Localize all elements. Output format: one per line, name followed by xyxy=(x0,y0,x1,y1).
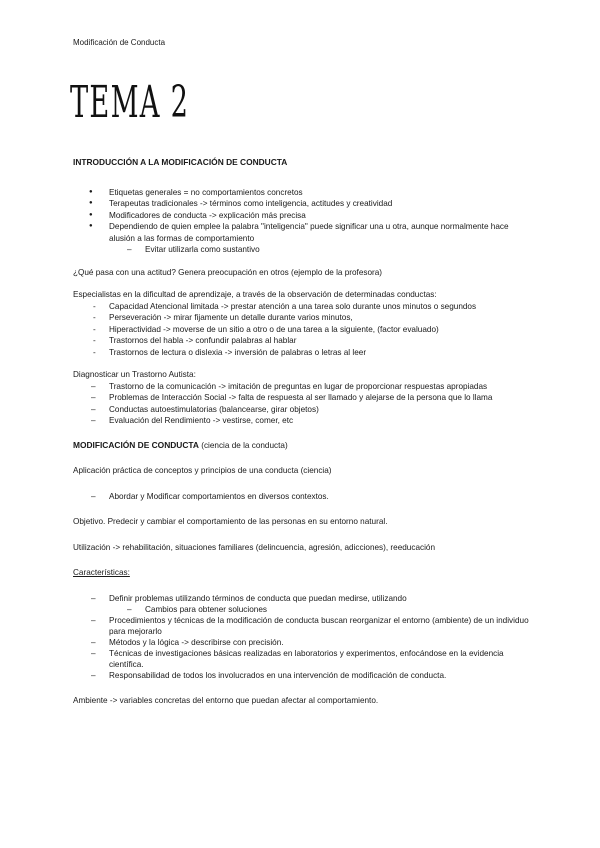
section-heading-modif xyxy=(73,440,533,452)
list-item: – Evitar utilizarla como sustantivo xyxy=(109,244,533,256)
list-item: – Definir problemas utilizando términos de conducta que puedan medirse, utilizando xyxy=(73,593,533,604)
list-item: - Capacidad Atencional limitada -> prestar atención a una tarea solo durante unos minutos o segundos xyxy=(73,301,533,313)
intro-bullet-list xyxy=(73,187,533,245)
list-item: – Evaluación del Rendimiento -> vestirse, comer, etc xyxy=(73,415,533,427)
paragraph-usage: Utilización -> rehabilitación, situaciones familiares (delincuencia, agresión, adicciones), reeducación xyxy=(73,542,436,552)
paragraph-question: ¿Qué pasa con una actitud? Genera preocupación en otros (ejemplo de la profesora) xyxy=(73,267,383,277)
section-heading-intro: INTRODUCCIÓN A LA MODIFICACIÓN DE CONDUCTA xyxy=(73,157,288,167)
intro-sub-list xyxy=(73,244,533,256)
list-item: - Perseveración -> mirar fijamente un detalle durante varios minutos, xyxy=(73,312,533,324)
list-item: – Técnicas de investigaciones básicas realizadas en laboratorios y experimentos, enfocándose en la evidencia científica. xyxy=(73,648,533,670)
list-item: – Responsabilidad de todos los involucrados en una intervención de modificación de conducta. xyxy=(73,670,533,681)
list-item: ● Dependiendo de quien emplee la palabra "inteligencia" puede significar una u otra, aunque normalmente hace alusión a las formas de comportamiento xyxy=(73,221,533,244)
list-item: - Trastornos del habla -> confundir palabras al hablar xyxy=(73,335,533,347)
page-title: TEMA 2 xyxy=(70,77,190,128)
list-item: ● Terapeutas tradicionales -> términos como inteligencia, actitudes y creatividad xyxy=(73,198,533,210)
section-heading-note: (ciencia de la conducta) xyxy=(198,440,288,450)
page-header: Modificación de Conducta xyxy=(73,38,166,47)
paragraph-objective: Objetivo. Predecir y cambiar el comportamiento de las personas en su entorno natural. xyxy=(73,517,388,526)
list-item: – Procedimientos y técnicas de la modificación de conducta buscan reorganizar el entorno (ambiente) de un individuo para mejorarlo xyxy=(73,615,533,637)
list-item: – Conductas autoestimulatorias (balancearse, girar objetos) xyxy=(73,404,533,416)
list-item: - Hiperactividad -> moverse de un sitio a otro o de una tarea a la siguiente, (factor evaluado) xyxy=(73,324,533,336)
list-item: - Trastornos de lectura o dislexia -> inversión de palabras o letras al leer xyxy=(73,347,533,359)
list-item: – Abordar y Modificar comportamientos en diversos contextos. xyxy=(73,491,533,503)
list-item: – Cambios para obtener soluciones xyxy=(127,604,267,614)
features-label: Características: xyxy=(73,568,130,577)
list-item: ● Modificadores de conducta -> explicación más precisa xyxy=(73,210,533,222)
approach-list xyxy=(73,491,533,503)
features-list xyxy=(73,593,533,681)
specialists-list xyxy=(73,301,533,359)
section-heading-bold: MODIFICACIÓN DE CONDUCTA xyxy=(73,439,199,450)
list-item: ● Etiquetas generales = no comportamientos concretos xyxy=(73,187,533,199)
document-body xyxy=(73,157,533,706)
autism-list xyxy=(73,381,533,427)
list-item: – Trastorno de la comunicación -> imitación de preguntas en lugar de proporcionar respuestas apropiadas xyxy=(73,381,533,393)
paragraph-application: Aplicación práctica de conceptos y principios de una conducta (ciencia) xyxy=(73,466,332,475)
list-item: – Métodos y la lógica -> describirse con precisión. xyxy=(73,637,533,648)
paragraph-autism: Diagnosticar un Trastorno Autista: xyxy=(73,370,196,379)
paragraph-specialists: Especialistas en la dificultad de aprendizaje, a través de la observación de determinadas conductas: xyxy=(73,290,437,299)
list-item: – Problemas de Interacción Social -> falta de respuesta al ser llamado y alejarse de la persona que lo llama xyxy=(73,392,533,404)
paragraph-environment: Ambiente -> variables concretas del entorno que puedan afectar al comportamiento. xyxy=(73,695,379,705)
